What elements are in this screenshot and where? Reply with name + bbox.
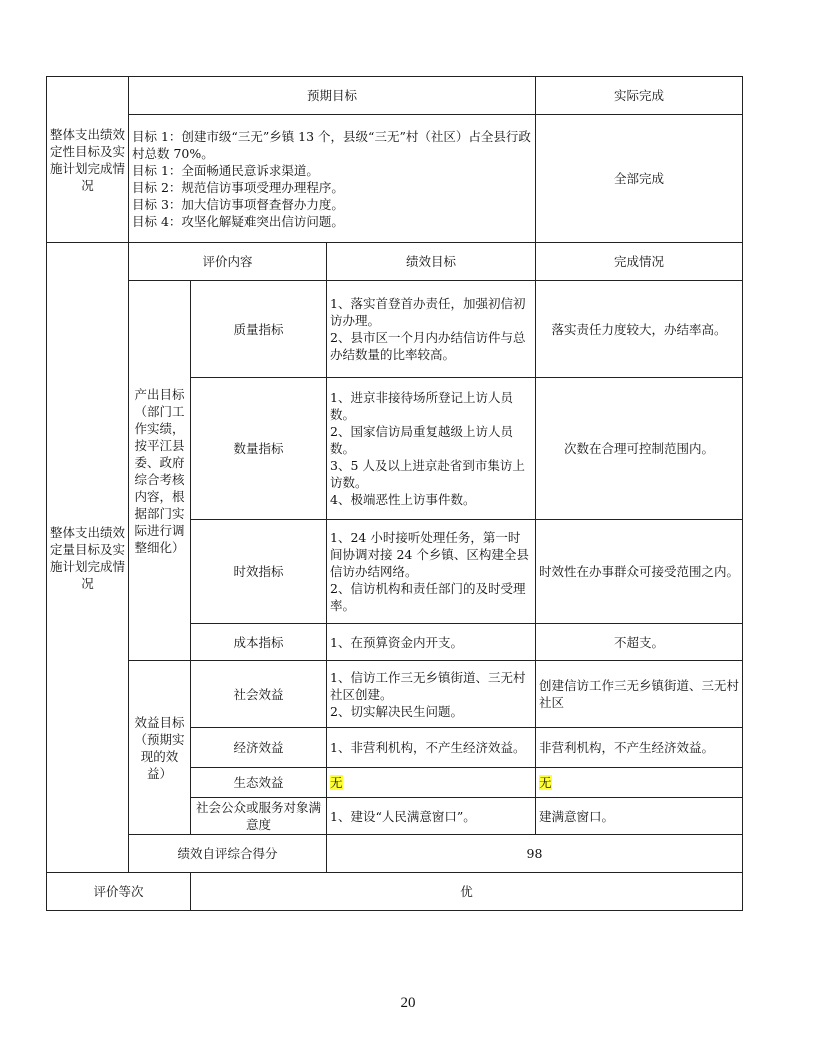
target-line: 3、5 人及以上进京赴省到市集访上访数。 (330, 458, 525, 490)
actual-completion-header: 实际完成 (536, 77, 743, 115)
output-goal-label: 产出目标（部门工作实绩，按平江县委、政府综合考核内容，根据部门实际进行调整细化） (129, 281, 191, 661)
page-number: 20 (400, 995, 416, 1011)
target-line: 2、切实解决民生问题。 (330, 703, 463, 719)
score-label: 绩效自评综合得分 (129, 835, 327, 873)
target-social (327, 661, 536, 728)
target-line: 1、非营利机构，不产生经济效益。 (330, 740, 526, 755)
highlighted-value: 无 (330, 775, 343, 790)
goal-line: 目标 1：创建市级“三无”乡镇 13 个，县级“三无”村（社区）占全县行政村总数 70%。 (132, 128, 531, 161)
status-quantity: 次数在合理可控制范围内。 (536, 378, 743, 520)
target-satisfaction (327, 798, 536, 835)
target-line: 2、县市区一个月内办结信访件与总办结数量的比率较高。 (330, 330, 526, 362)
target-line: 1、建设“人民满意窗口”。 (330, 808, 476, 824)
target-line: 2、国家信访局重复越级上访人员数。 (330, 424, 513, 456)
grade-value: 优 (191, 873, 743, 911)
goal-line: 目标 2：规范信访事项受理办理程序。 (132, 179, 344, 195)
indicator-ecological: 生态效益 (191, 768, 327, 798)
target-line: 1、信访工作三无乡镇街道、三无村社区创建。 (330, 669, 526, 702)
status-social: 创建信访工作三无乡镇街道、三无村社区 (536, 661, 743, 728)
indicator-quantity: 数量指标 (191, 378, 327, 520)
target-ecological (327, 768, 536, 798)
indicator-social: 社会效益 (191, 661, 327, 728)
target-line: 1、落实首登首办责任，加强初信初访办理。 (330, 296, 526, 328)
target-line: 2、信访机构和责任部门的及时受理率。 (330, 581, 526, 613)
grade-label: 评价等次 (47, 873, 191, 911)
indicator-timeliness: 时效指标 (191, 520, 327, 624)
completion-status-header: 完成情况 (536, 243, 743, 281)
evaluation-content-header: 评价内容 (129, 243, 327, 281)
target-line: 1、进京非接待场所登记上访人员数。 (330, 390, 513, 422)
goal-line: 目标 3：加大信访事项督查督办力度。 (132, 196, 344, 212)
score-value: 98 (327, 835, 743, 873)
qualitative-section-label: 整体支出绩效定性目标及实施计划完成情况 (47, 77, 129, 243)
benefit-goal-label: 效益目标（预期实现的效益） (129, 661, 191, 835)
status-quality: 落实责任力度较大，办结率高。 (536, 281, 743, 378)
actual-result-cell: 全部完成 (536, 115, 743, 243)
indicator-satisfaction: 社会公众或服务对象满意度 (191, 798, 327, 835)
target-economic (327, 728, 536, 768)
goal-line: 目标 1：全面畅通民意诉求渠道。 (132, 162, 319, 178)
status-ecological (536, 768, 743, 798)
target-line: 1、24 小时接听处理任务，第一时间协调对接 24 个乡镇、区构建全县信访办结网络。 (330, 530, 529, 579)
status-cost: 不超支。 (536, 624, 743, 661)
target-timeliness (327, 520, 536, 624)
expected-goal-header: 预期目标 (129, 77, 536, 115)
target-line: 4、极端恶性上访事件数。 (330, 492, 476, 507)
performance-target-header: 绩效目标 (327, 243, 536, 281)
indicator-economic: 经济效益 (191, 728, 327, 768)
target-quality (327, 281, 536, 378)
quantitative-section-label: 整体支出绩效定量目标及实施计划完成情况 (47, 243, 129, 873)
performance-table (46, 76, 743, 911)
indicator-cost: 成本指标 (191, 624, 327, 661)
target-cost (327, 624, 536, 661)
status-satisfaction: 建满意窗口。 (536, 798, 743, 835)
target-line: 1、在预算资金内开支。 (330, 634, 463, 650)
expected-goals-cell (129, 115, 536, 243)
goal-line: 目标 4：攻坚化解疑难突出信访问题。 (132, 213, 344, 229)
status-timeliness: 时效性在办事群众可接受范围之内。 (536, 520, 743, 624)
status-economic: 非营利机构，不产生经济效益。 (536, 728, 743, 768)
highlighted-value: 无 (539, 775, 552, 790)
indicator-quality: 质量指标 (191, 281, 327, 378)
target-quantity (327, 378, 536, 520)
